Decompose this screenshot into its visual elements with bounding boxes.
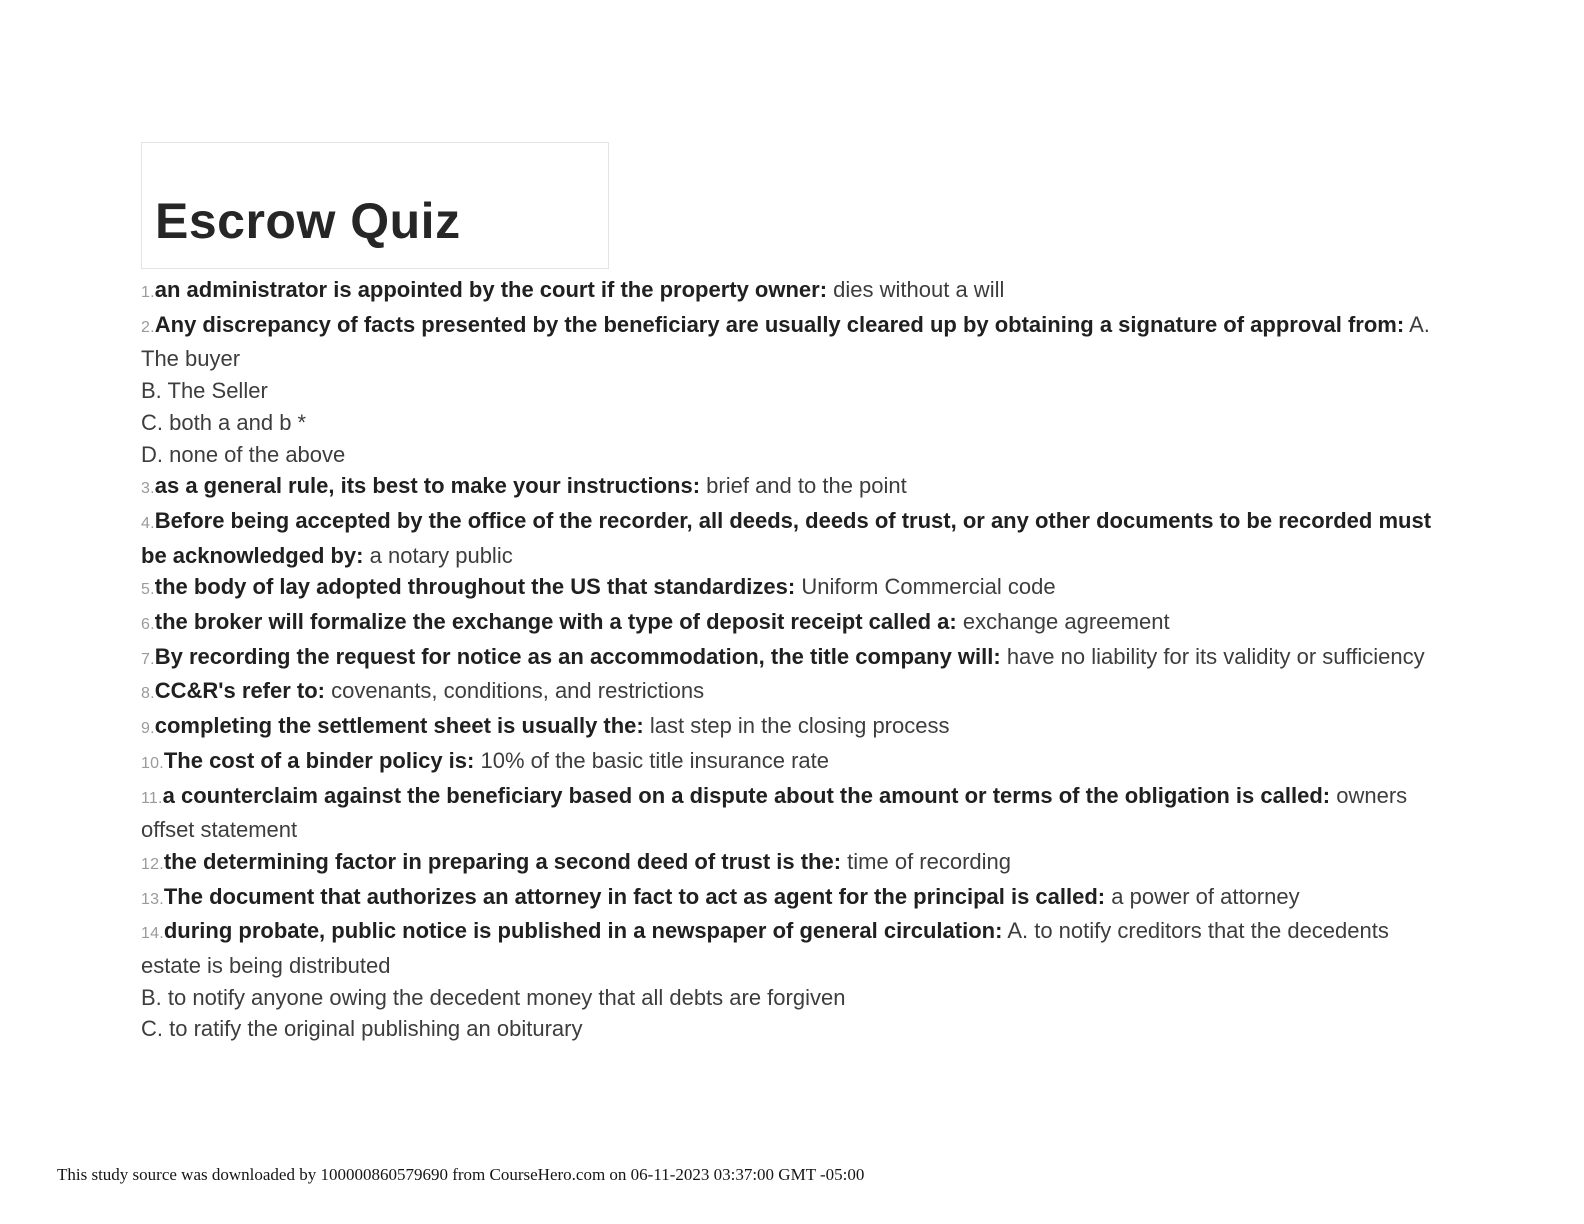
question-text: Before being accepted by the office of the recorder, all deeds, deeds of trust, or any other documents to be recorded must be acknowledged by:	[141, 507, 1432, 568]
answer-text: last step in the closing process	[649, 713, 950, 739]
download-attribution-footer: This study source was downloaded by 100000860579690 from CourseHero.com on 06-11-2023 03:37:00 GMT -05:00	[57, 1165, 865, 1184]
question-text: the determining factor in preparing a second deed of trust is the:	[163, 848, 842, 874]
quiz-item	[141, 675, 1433, 710]
item-number: 8.	[141, 685, 155, 703]
answer-text: exchange agreement	[962, 609, 1170, 635]
choice-line: D. none of the above	[141, 441, 346, 467]
answer-text: a notary public	[369, 542, 513, 568]
item-number: 3.	[141, 480, 155, 498]
answer-text: time of recording	[847, 848, 1012, 874]
quiz-list	[141, 274, 1433, 1045]
quiz-item	[141, 606, 1433, 641]
question-text: the body of lay adopted throughout the US that standardizes:	[154, 574, 796, 600]
page-title: Escrow Quiz	[155, 193, 461, 249]
question-text: The document that authorizes an attorney in fact to act as agent for the principal is called:	[163, 883, 1106, 909]
question-text: The cost of a binder policy is:	[163, 747, 475, 773]
item-number: 7.	[141, 650, 155, 668]
choice-line: B. to notify anyone owing the decedent money that all debts are forgiven	[141, 984, 846, 1010]
quiz-item	[141, 470, 1433, 505]
quiz-item	[141, 745, 1433, 780]
quiz-item	[141, 846, 1433, 881]
choice-line: C. to ratify the original publishing an obiturary	[141, 1016, 583, 1042]
item-number: 9.	[141, 720, 155, 738]
answer-text: covenants, conditions, and restrictions	[331, 678, 705, 704]
answer-text: dies without a will	[833, 277, 1005, 302]
question-text: CC&R's refer to:	[154, 678, 326, 704]
question-text: By recording the request for notice as an accommodation, the title company will:	[154, 643, 1001, 669]
item-number: 2.	[141, 318, 155, 336]
question-text: an administrator is appointed by the court if the property owner:	[154, 277, 828, 302]
answer-text: owners offset statement	[141, 782, 1408, 843]
question-text: completing the settlement sheet is usually the:	[154, 713, 644, 739]
quiz-item	[141, 915, 1433, 981]
question-text: Any discrepancy of facts presented by the beneficiary are usually cleared up by obtaining a signature of approval from:	[154, 311, 1405, 337]
answer-text: Uniform Commercial code	[801, 574, 1056, 600]
quiz-item	[141, 641, 1433, 676]
quiz-item	[141, 571, 1433, 606]
answer-text: a power of attorney	[1111, 883, 1300, 909]
quiz-item	[141, 710, 1433, 745]
item-number: 6.	[141, 616, 155, 634]
choice-line: B. The Seller	[141, 378, 268, 404]
answer-text: have no liability for its validity or sufficiency	[1006, 643, 1425, 669]
answer-text: A. to notify creditors that the decedents estate is being distributed	[141, 918, 1389, 979]
question-text: as a general rule, its best to make your instructions:	[154, 473, 701, 499]
item-number: 5.	[141, 581, 155, 599]
quiz-title-box	[141, 142, 609, 269]
item-number: 10.	[141, 754, 164, 772]
answer-text: brief and to the point	[706, 473, 907, 499]
quiz-item	[141, 780, 1433, 846]
item-number: 4.	[141, 514, 155, 532]
choice-line: C. both a and b *	[141, 409, 307, 435]
item-number: 14.	[141, 925, 164, 943]
question-text: a counterclaim against the beneficiary based on a dispute about the amount or terms of the obligation is called:	[162, 782, 1331, 808]
answer-text: A. The buyer	[141, 311, 1430, 372]
quiz-item	[141, 274, 1433, 309]
item-number: 1.	[141, 284, 155, 301]
item-number: 13.	[141, 890, 164, 908]
item-number: 11.	[141, 789, 163, 807]
answer-text: 10% of the basic title insurance rate	[480, 747, 829, 773]
question-text: during probate, public notice is published in a newspaper of general circulation:	[163, 918, 1003, 944]
quiz-item	[141, 881, 1433, 916]
item-number: 12.	[141, 855, 164, 873]
quiz-item	[141, 309, 1433, 375]
question-text: the broker will formalize the exchange with a type of deposit receipt called a:	[154, 609, 957, 635]
quiz-item	[141, 505, 1433, 571]
